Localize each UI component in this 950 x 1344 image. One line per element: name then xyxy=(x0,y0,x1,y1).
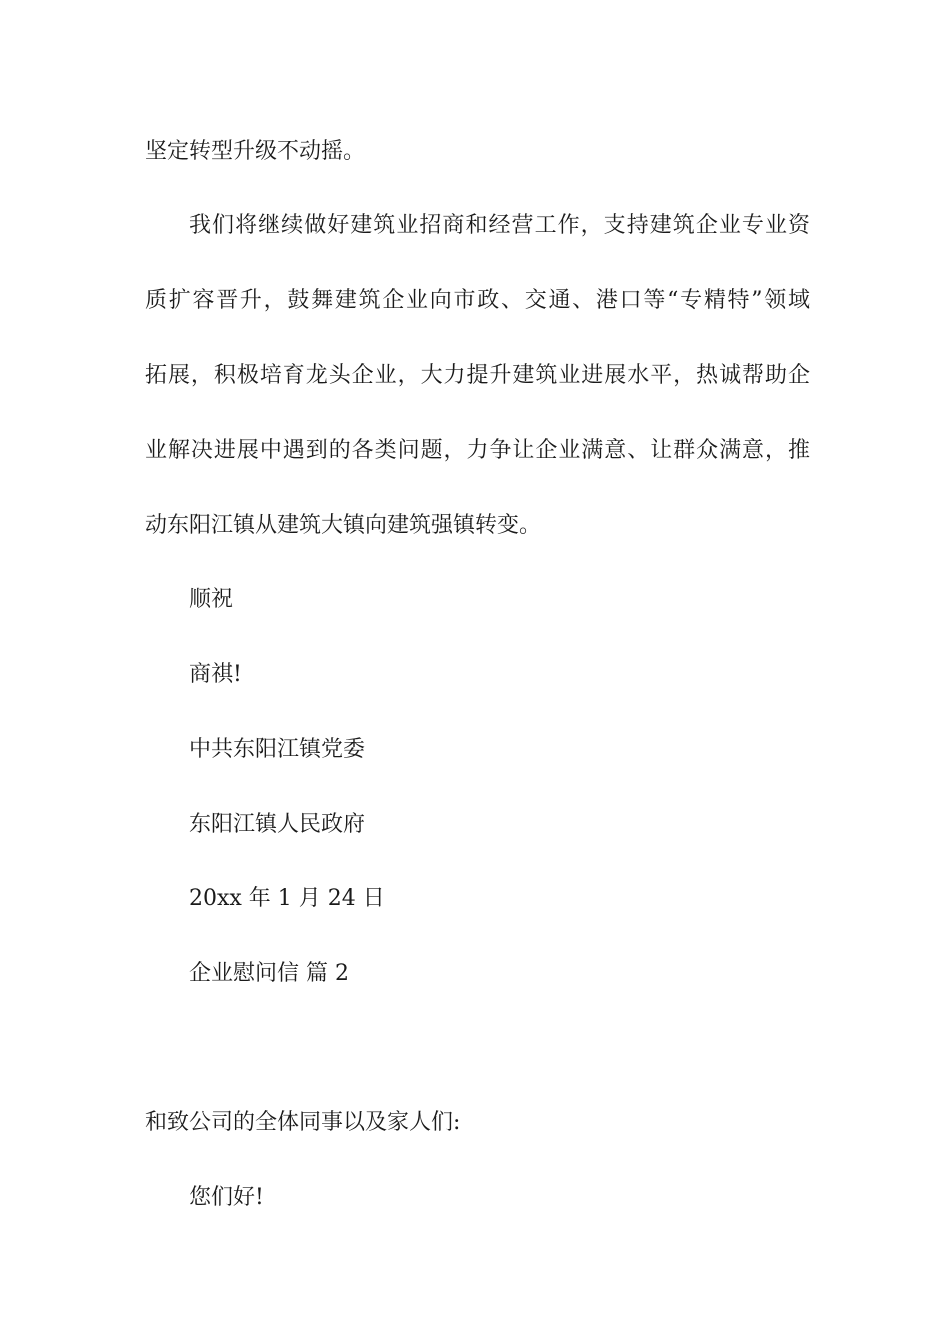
closing-blessing: 商祺! xyxy=(189,662,242,687)
letter-date: 20xx 年 1 月 24 日 xyxy=(189,886,385,911)
paragraph-line: 动东阳江镇从建筑大镇向建筑强镇转变。 xyxy=(145,513,542,538)
paragraph-line: 坚定转型升级不动摇。 xyxy=(145,139,366,164)
paragraph-line: 业解决进展中遇到的各类问题，力争让企业满意、让群众满意，推 xyxy=(145,438,810,463)
greeting: 您们好! xyxy=(189,1185,264,1210)
paragraph-line: 拓展，积极培育龙头企业，大力提升建筑业进展水平，热诚帮助企 xyxy=(145,363,810,388)
signer-party-committee: 中共东阳江镇党委 xyxy=(189,737,366,762)
paragraph-line: 质扩容晋升，鼓舞建筑企业向市政、交通、港口等“专精特”领域 xyxy=(145,288,810,313)
salutation: 和致公司的全体同事以及家人们: xyxy=(145,1110,461,1135)
paragraph-line: 我们将继续做好建筑业招商和经营工作，支持建筑企业专业资 xyxy=(189,213,810,238)
closing-wish: 顺祝 xyxy=(189,587,234,612)
signer-government: 东阳江镇人民政府 xyxy=(189,812,366,837)
section-title: 企业慰问信 篇 2 xyxy=(189,961,349,986)
